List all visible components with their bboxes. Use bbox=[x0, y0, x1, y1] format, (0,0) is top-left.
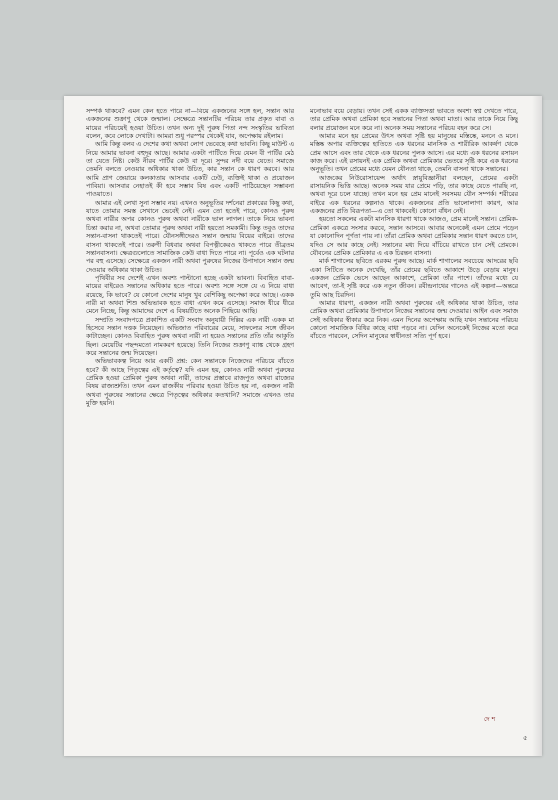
paragraph: মনোভাব বয়ে বেড়ায়। তখন সেই একক ব্যক্তিসত্তা ভাবতে অবশ্য স্বপ্ন দেখতে পারে, তার প্রেমিক অথবা প্রেমিকা হবে সন্তানের পিতা অথবা মাতা। আর তাকে নিয়ে কিছু বলার প্রয়োজন মনে করে না। অনেক সময় সন্তানের পরিচয় বহন করে সে। bbox=[310, 108, 518, 132]
paragraph: আমার মনে হয় প্রেমের উৎস অথবা সৃষ্টি হয় মানুষের মস্তিষ্কে, মননে ও মনে। মস্তিষ্ক অপার ব্যক্তিত্বের হাতিতে এক ধরনের মানসিক ও শারীরিক আকর্ষণ থেকে প্রেম আসে এবং তার থেকে এক ধরনের পুলক আসে। এর মধ্যে এক ধরনের রসায়ন কাজ করে। এই রসায়নই এক প্রেমিক অথবা প্রেমিকার ভেতরে সৃষ্টি করে এক ধরনের অনুভূতি। তখন প্রেমের মধ্যে যেমন যৌনতা থাকে, তেমনি বাসনা থাকে সন্তানের। bbox=[310, 133, 518, 174]
magazine-page bbox=[64, 96, 542, 756]
paragraph: আমি কিন্তু বলব এ দেশের কথা অথবা লোগ ভেবেছে কথা ভাবনি। কিছু মাউন্ট এ নিয়ে আমার ভাবনা বহুদূর আছে। আমার একটা পার্টিতে দিয়ে যেমন বী পার্টির মেঠ তা যেতে নিষ্ট। কেউ নীরব পার্টির কেউ বা দূরে। সুন্দর নদী বয়ে যেতে। সমাজে তেমনি বলতে নেওয়ার অধিকার থাকা উচিত, কার সন্তান কে ধারণ করবে। আর আমি প্রাণ জেয়ায়ে কলকাতায় আসবার একটি ঢেউ, ব্যক্তিই থাকা ও প্রয়োজন পাবিয়া। আসবার নেহাতই কী হবে সম্ভাব বিষ এবং একটি পাঠিয়েছেন সম্ভাবনা পাওয়াতে। bbox=[86, 141, 294, 199]
magazine-folio: দেশ bbox=[484, 716, 498, 723]
paragraph: হয়তো সকলের একটা মানসিক ধারণা থাকে আজও, প্রেম মানেই সন্তান। প্রেমিক-প্রেমিকা একত্রে সংসার করবে, সন্তান আসবে। আবার অনেকেই এমন প্রেমে পড়েন যা কোনোদিন পূর্ণতা পায় না। তাঁরা প্রেমিক অথবা প্রেমিকার সন্তান ধারণ করতে চান, যদিও সে আর কাছে নেই। সন্তানের মধ্য দিয়ে বাঁচিয়ে রাখতে চান সেই প্রেমকে। যৌবনের প্রেমিক প্রেমিকার এ এক চিরন্তন বাসনা। bbox=[310, 216, 518, 257]
paragraph: অভিভাবকত্ব নিয়ে আর একটি প্রশ্ন: কেন সন্তানকে নিজেদের পরিচয়ে বাঁচতে হবে? কী আছে পিতৃত্বের এই কর্তৃত্বে? যদি এমন হয়, কোনও নারী অথবা পুরুষের প্রেমিক হওয়া প্রেমিকা পুরুষ অথবা নারী, তাদের প্রস্তাবে রাজপুত অথবা রাজ্যের বিষয় রাজ্যশ্রুতি। তখন এমন রাজকীয় পরিবার হওয়া উচিত হয় না, একজন নারী অথবা পুরুষের সন্তানের ক্ষেত্রে পিতৃত্বের অধিকার কতখানি? সমাজে এখনও তার মুক্তি হয়নি। bbox=[86, 358, 294, 408]
paragraph: আমার ধারণা, একজন নারী অথবা পুরুষের এই অধিকার থাকা উচিত, তার প্রেমিক অথবা প্রেমিকার উপাদানে নিজের সন্তানের জন্ম দেওয়ার। আইন এবং সমাজ সেই অধিকার স্বীকার করে নিক। এমন দিনের অপেক্ষায় আছি যখন সন্তানের পরিচয় কোনো সামাজিক বিধির কাছে বাধা পড়বে না। যেদিন অনেকেই নিজের মতো করে বাঁচতে পারবেন, সেদিন মানুষের স্বাধীনতা সত্যি পূর্ণ হবে। bbox=[310, 299, 518, 341]
paragraph: আজকের নিউরোসায়েন্স অর্থাৎ স্নায়ুবিজ্ঞানীরা বলছেন, প্রেমের একটা রাসায়নিক ভিত্তি আছে। অনেক সময় যার প্রেমে পড়ি, তার কাছে যেতে পারছি না, অথবা দূরে চলে যাচ্ছে। তখন মনে হয় প্রেম মানেই সবসময় যৌন সম্পর্ক। শরীরের বাইরে এক ধরনের কল্পনাও থাকে। একজনের প্রতি ভালোলাগা কারণ, আর একজনের প্রতি বিরূপতা—এ তো থাকবেই। কোনো বাঁধন নেই। bbox=[310, 174, 518, 216]
page-number: ৫ bbox=[523, 734, 528, 742]
paragraph: মার্ক শাগালের ছবিতে এরকম পুরুষ আছে। মার্ক শাগালের সবচেয়ে আদরের ছবি একা সিটিতে অনেক দেখেছি, তাঁর প্রেমের ছবিতে আকাশে উড়ে বেড়ায় মানুষ। একজন প্রেমিক ভেসে আছেন আকাশে, প্রেমিকা তাঁর পাশে। তাঁদের মধ্যে যে আবেগ, তা-ই সৃষ্টি করে এক নতুন জীবন। রবীন্দ্রনাথের গানেও এই কল্পনা—অন্তরে তুমি আছ চিরদিন। bbox=[310, 258, 518, 299]
left-text-column bbox=[86, 108, 294, 716]
paragraph: সম্পর্ক থাকবে? এমন কেন হতে পারে না—বিয়ে একজনের সঙ্গে হল, সন্তান আর একজনের শুক্রাণু থেকে জন্মাল। সেক্ষেত্রে সন্তানটির পরিচয় তার প্রকৃত বাবা ও মায়ের পরিচয়েই হওয়া উচিত। তখন অন্য দুই পুরুষ পিতা নন্দ সংস্কৃতির ভাবিতা বলেন, কবে লোকে দেখাটা। আমরা শুধু পরস্পর থেকেই যাব, অপেক্ষায় রইলাম। bbox=[86, 108, 294, 141]
paragraph: পৃথিবীর সব দেশেই এখন অবশ্য পাল্টানো হচ্ছে একটা ভাবনা। বিবাহিত বাবা-মায়ের বাইরেও সন্তানের অধিকার হতে পারে। অবশ্য সঙ্গে সঙ্গে যে এ নিয়ে বাধা রয়েছে, কি ভাবে? যে কোনো দেশের মানুষ খুব বেশিকিছু অপেক্ষা করে আছে। একক নারী মা অথবা শিশু অভিভাবক হতে বাধা এখন কমে এসেছে। সমাজ ধীরে ধীরে মেনে নিচ্ছে, কিন্তু আমাদের দেশে এ বিষয়টিতে অনেক পিছিয়ে আছি। bbox=[86, 274, 294, 316]
page-edge-shadow bbox=[532, 96, 542, 756]
paragraph: আমার এই লেখা সুনা সম্ভাব নয়। এখনও অনুভূতির দর্শনেরা প্রকারের কিছু কথা, যাতে তোমার সমস্ত সেখানে ভেবেই নেই। এমন তো হতেই পারে, কোনও পুরুষ অথবা নারীর অপর কোনও পুরুষ অথবা নারীকে ভাল লাগল। তাকে নিয়ে ভাবনা চিন্তা করার না, অথবা তোমার পুরুষ অথবা নারী হয়তো সমকামী। কিন্তু তবুও তাদের সন্তান-বাসনা থাকতেই পারে। যৌনসঙ্গীদেরও সন্তান জন্মায় বিয়ের বাইরে। তাদের বাসনা থাকতেই পারে। তরুণী বিধবার অথবা বিপত্নীকেরও থাকতে পারে তীব্রতম সন্তানবাসনা। ক্ষেত্রগুলোতে সামাজিক কেউ বাধা দিতে পারে না। পূর্বেও এক ঘটনার পর বহু এসেছে। সেক্ষেত্রে একজন নারী অথবা পুরুষের নিজের উপাদানে সন্তান জন্ম দেওয়ার অধিকার থাকা উচিত। bbox=[86, 199, 294, 274]
paragraph: সম্প্রতি সংবাদপত্রে প্রকাশিত একটি সংবাদ অনুযায়ী দিল্লির এক নারী একক মা হিসেবে সন্তান দত্তক নিয়েছেন। অভিজাত পরিবারের মেয়ে, সাফল্যের সঙ্গে জীবন কাটাচ্ছেন। কোনও বিবাহিত পুরুষ অথবা নারী না হয়েও সন্তানের প্রতি তাঁর আকুতি ছিল। মেয়েটির পছন্দমতো নামকরণ হয়েছে। তিনি নিজের শুক্রাণু ব্যাঙ্ক থেকে গ্রহণ করে সন্তানের জন্ম দিয়েছেন। bbox=[86, 316, 294, 357]
scanner-background bbox=[0, 0, 558, 100]
right-text-column bbox=[310, 108, 518, 716]
